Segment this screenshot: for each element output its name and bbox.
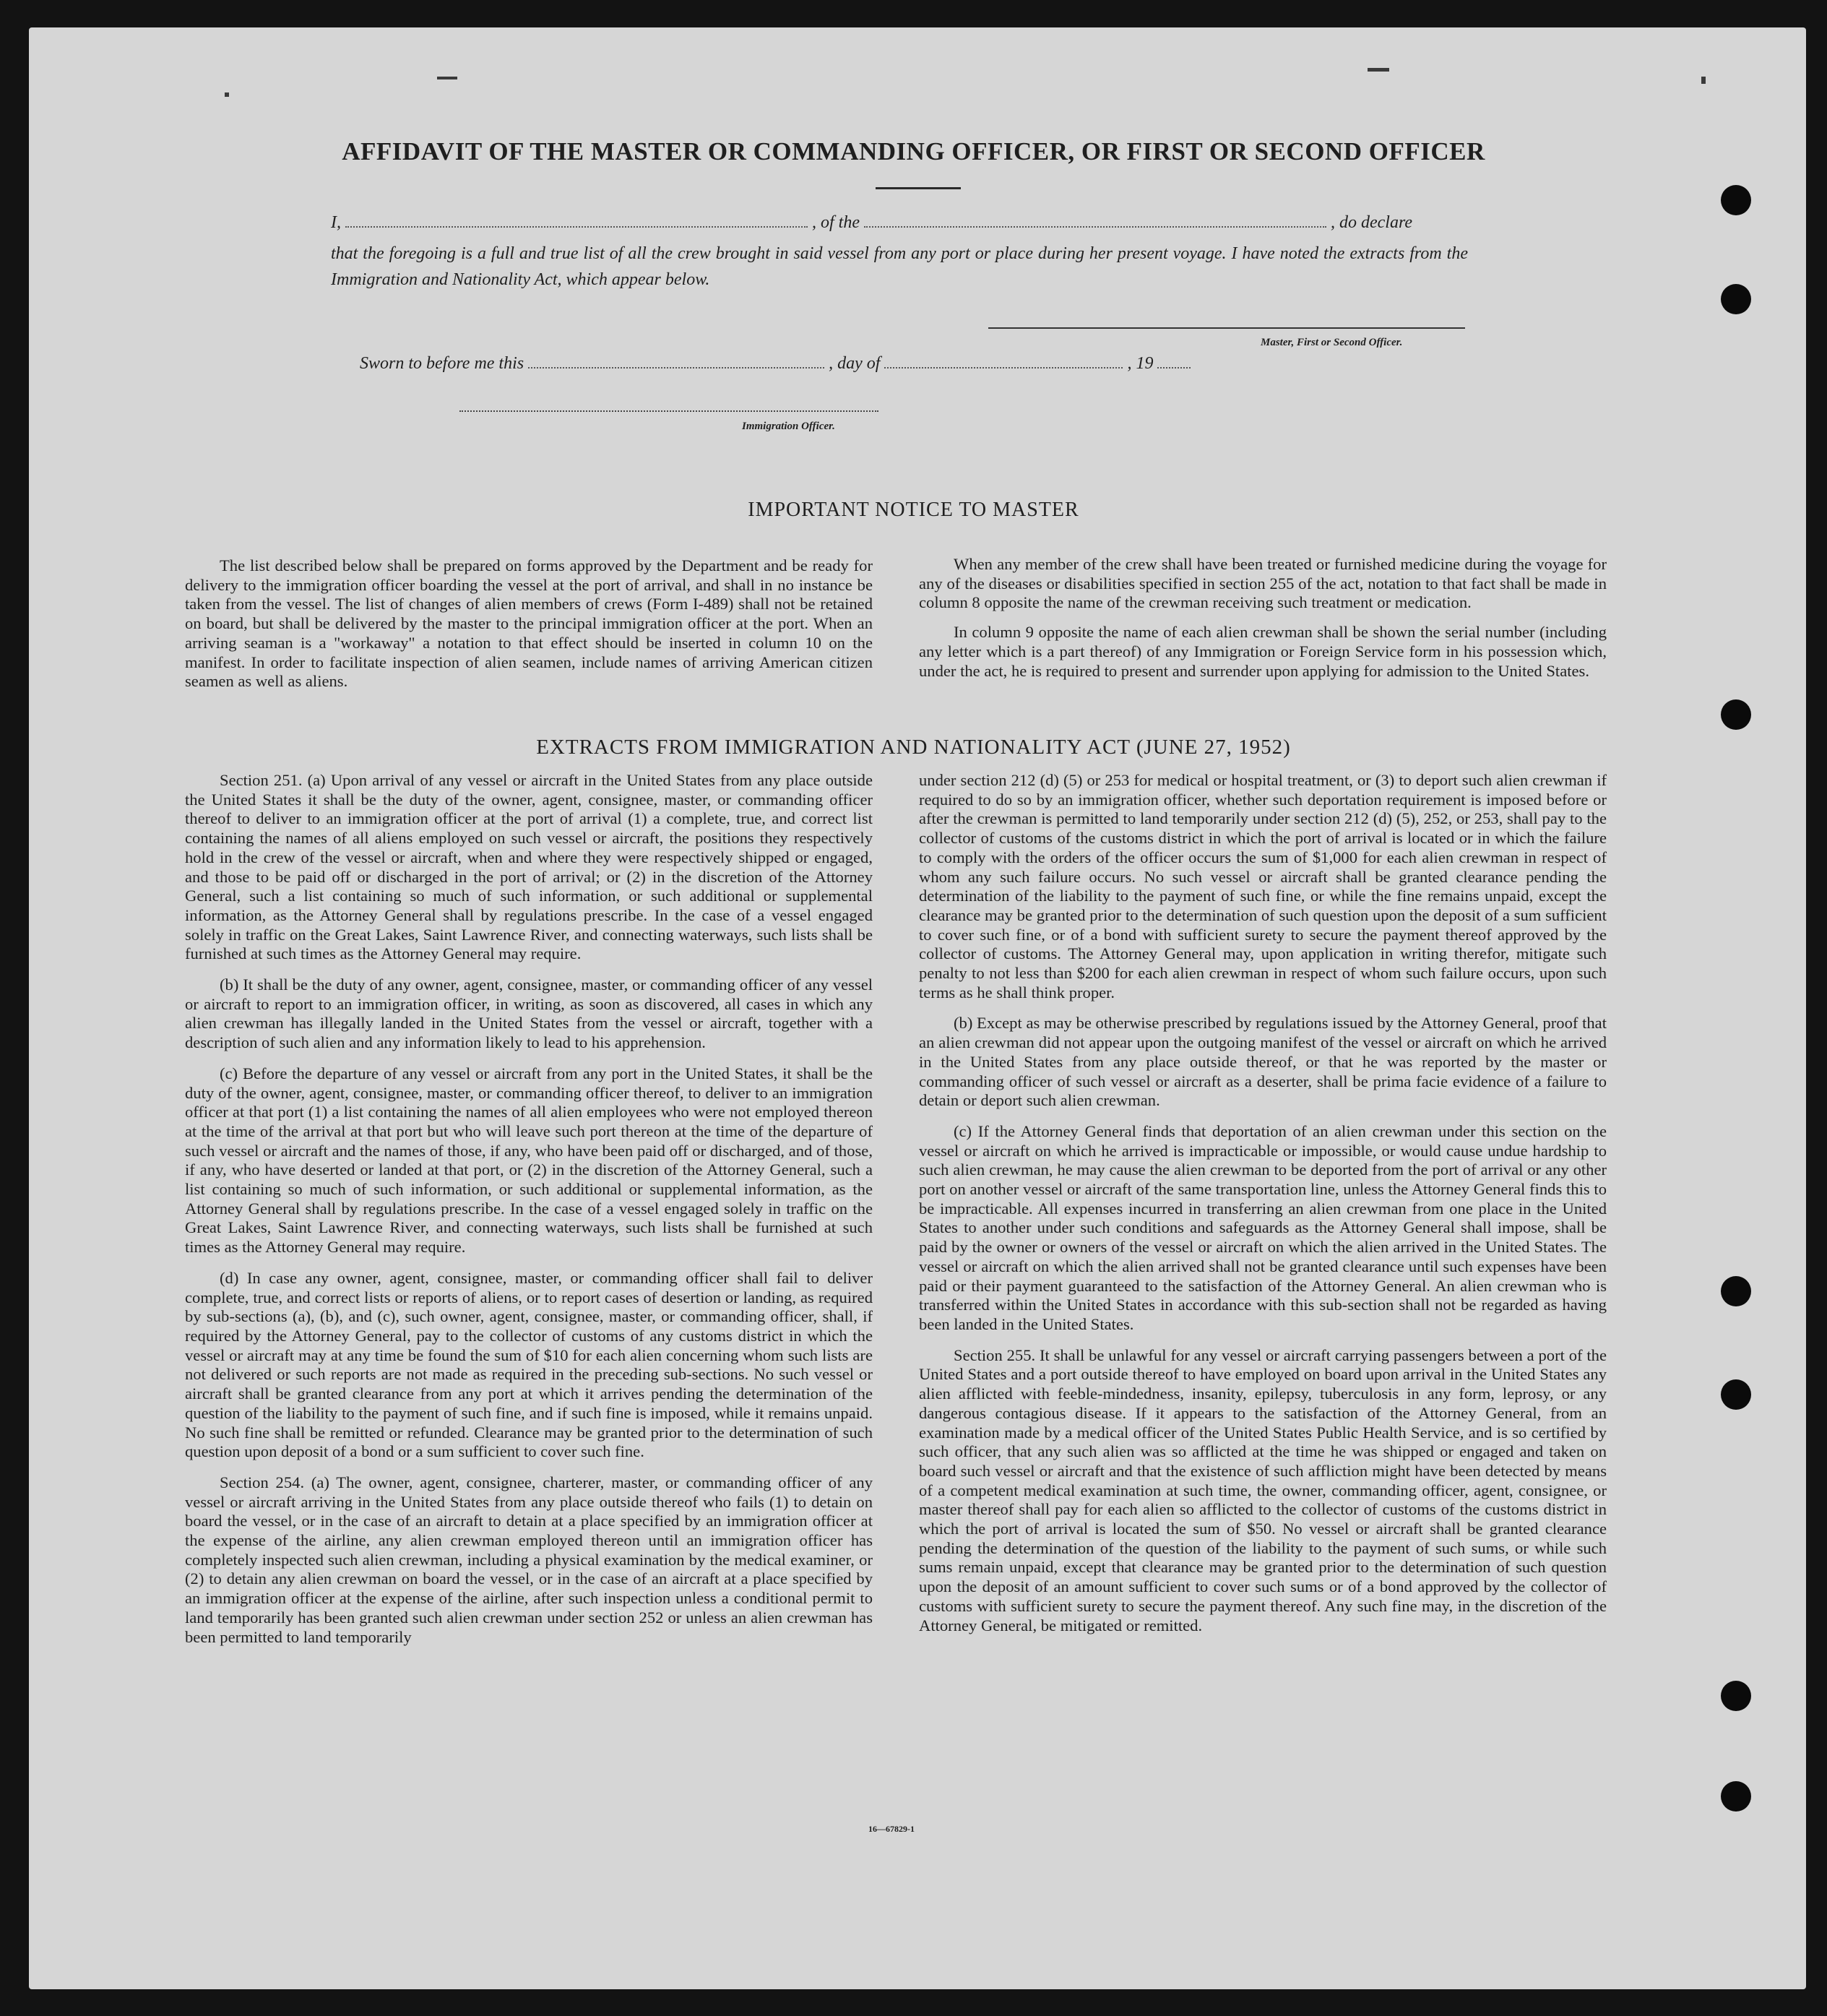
sworn-line [360, 354, 1191, 374]
sworn-year-label: , 19 [1127, 354, 1154, 373]
act-paragraph: (b) Except as may be otherwise prescribed by regulations issued by the Attorney General, proof that an alien crewman did not appear upon the outgoing manifest of the vessel or aircraft on which he arrived in the United States from any place outside thereof, or that he was reported by the master or commanding officer of such vessel or aircraft as a deserter, shall be prima facie evidence of a failure to detain or deport such alien crewman. [919, 1014, 1607, 1110]
name-blank[interactable] [345, 213, 808, 228]
title-underline [876, 187, 961, 189]
master-signature-line[interactable] [988, 327, 1465, 329]
declaration-do-declare-label: , do declare [1331, 213, 1413, 232]
extracts-heading: EXTRACTS FROM IMMIGRATION AND NATIONALITY ACT (JUNE 27, 1952) [536, 736, 1291, 759]
act-paragraph: Section 255. It shall be unlawful for any vessel or aircraft carrying passengers between a port of the United States and a port outside thereof to have employed on board upon arrival in the United States any alien afflicted with feeble-mindedness, insanity, epilepsy, tuberculosis in any form, leprosy, or any dangerous contagious disease. If it appears to the satisfaction of the Attorney General, from an examination made by a medical officer of the United States Public Health Service, and is so certified by such officer, that any such alien was so afflicted at the time he was shipped or engaged and taken on board such vessel or aircraft and that the existence of such affliction might have been detected by means of a competent medical examination at such time, the owner, commanding officer, agent, consignee, or master thereof shall pay for each alien so afflicted to the collector of customs of the customs district in which the port of arrival is located the sum of $50. No vessel or aircraft shall be granted clearance pending the determination of the question of the liability to the payment of such sums, or while such sums remain unpaid, except that clearance may be granted prior to the determination of such question upon the deposit of an amount sufficient to cover such sums or of a bond approved by the collector of customs with sufficient surety to secure the payment thereof. Any such fine may, in the discretion of the Attorney General, be mitigated or remitted. [919, 1345, 1607, 1634]
binder-hole [1721, 1681, 1751, 1711]
binder-hole [1721, 284, 1751, 314]
sworn-prefix-label: Sworn to before me this [360, 354, 524, 373]
notice-paragraph: The list described below shall be prepared on forms approved by the Department and be ready for delivery to the immigration officer boarding the vessel at the port of arrival, and shall in no instance be taken from the vessel. The list of changes of alien members of crews (Form I-489) shall not be retained on board, but shall be delivered by the master to the principal immigration officer at the port. When an arriving seaman is a "workaway" a notation to that effect should be inserted in column 10 on the manifest. In order to facilitate inspection of alien seamen, include names of arriving American citizen seamen as well as aliens. [185, 556, 873, 691]
act-paragraph: (d) In case any owner, agent, consignee, master, or commanding officer shall fail to deliver complete, true, and correct lists or reports of aliens, or to report cases of desertion or landing, as required by sub-sections (a), (b), and (c), such owner, agent, consignee, master, or commanding officer, shall, if required by the Attorney General, pay to the collector of customs of any customs district in which the vessel or aircraft may at any time be found the sum of $10 for each alien concerning whom such lists are not delivered or such reports are not made as required in the preceding sub-sections. No such vessel or aircraft shall be granted clearance from any port at which it arrives pending the determination of the question of the liability to the payment of such fine, and if such fine is imposed, while it remains unpaid. No such fine shall be remitted or refunded. Clearance may be granted prior to the determination of such question upon deposit of a bond or a sum sufficient to cover such fine. [185, 1268, 873, 1461]
act-paragraph: (c) If the Attorney General finds that deportation of an alien crewman under this section on the vessel or aircraft on which he arrived is impracticable or impossible, or would cause undue hardship to such alien crewman, he may cause the alien crewman to be deported from the port of arrival or any other port on another vessel or aircraft of the same transportation line, unless the Attorney General finds this to be impracticable. All expenses incurred in transferring an alien crewman from one place in the United States to another under such conditions and safeguards as the Attorney General shall impose, shall be paid by the owner or owners of the vessel or aircraft on which the alien arrived in the United States. The vessel or aircraft on which the alien arrived shall not be granted clearance until such expenses have been paid or their payment guaranteed to the satisfaction of the Attorney General. An alien crewman who is transferred within the United States in accordance with this sub-section shall not be regarded as having been landed in the United States. [919, 1121, 1607, 1333]
scan-mark [1368, 68, 1389, 72]
scan-mark [437, 77, 457, 79]
declaration-of-the-label: , of the [812, 213, 860, 232]
act-paragraph: Section 251. (a) Upon arrival of any vessel or aircraft in the United States from any place outside the United States it shall be the duty of the owner, agent, consignee, master, or commanding officer thereof to deliver to an immigration officer at the port of arrival (1) a complete, true, and correct list containing the names of all aliens employed on such vessel or aircraft, the positions they respectively hold in the crew of the vessel or aircraft, when and where they were respectively shipped or engaged, and those to be paid off or discharged in the port of arrival; or (2) in the discretion of the Attorney General, such a list containing so much of such information, or such additional or supplemental information, as the Attorney General shall by regulations prescribe. In the case of a vessel engaged solely in traffic on the Great Lakes, Saint Lawrence River, and connecting waterways, such lists shall be furnished at such times as the Attorney General may require. [185, 771, 873, 963]
form-code: 16—67829-1 [868, 1824, 915, 1834]
vessel-blank[interactable] [864, 213, 1326, 228]
sworn-day-of-label: , day of [829, 354, 881, 373]
binder-hole [1721, 185, 1751, 215]
scan-mark [225, 92, 229, 97]
act-paragraph: (c) Before the departure of any vessel or aircraft from any port in the United States, it shall be the duty of the owner, agent, consignee, master, or commanding officer thereof, to deliver to an immigration officer at that port (1) a list containing the names of all alien employees who were not employed thereon at the time of the arrival at that port but who will leave such port thereon at the time of the departure of such vessel or aircraft and the names of those, if any, who have been paid off or discharged, and of those, if any, who have deserted or landed at that port, or (2) in the discretion of the Attorney General, such a list containing so much of such information, or such additional or supplemental information, as the Attorney General shall by regulations prescribe. In the case of a vessel engaged solely in traffic on the Great Lakes, Saint Lawrence River, and connecting waterways, such lists shall be furnished at such times as the Attorney General may require. [185, 1064, 873, 1257]
extracts-right-column [919, 771, 1607, 1635]
declaration-line [331, 213, 1468, 233]
declaration-text: that the foregoing is a full and true list of all the crew brought in said vessel from any port or place during her present voyage. I have noted the extracts from the Immigration and Nationality Act, which appear below. [331, 244, 1468, 289]
act-paragraph: (b) It shall be the duty of any owner, agent, consignee, master, or commanding officer of any vessel or aircraft to report to an immigration officer, in writing, as soon as discovered, all cases in which any alien crewman has illegally landed in the United States from the vessel or aircraft, together with a description of such alien and any information likely to lead to his apprehension. [185, 975, 873, 1052]
notice-paragraph: When any member of the crew shall have been treated or furnished medicine during the voyage for any of the diseases or disabilities specified in section 255 of the act, notation to that fact shall be made in column 8 opposite the name of the crewman receiving such treatment or medication. [919, 555, 1607, 612]
affidavit-title: AFFIDAVIT OF THE MASTER OR COMMANDING OFFICER, OR FIRST OR SECOND OFFICER [342, 137, 1485, 165]
immigration-officer-caption: Immigration Officer. [742, 421, 835, 432]
binder-hole [1721, 1379, 1751, 1410]
extracts-left-column [185, 771, 873, 1647]
notice-right-column [919, 555, 1607, 681]
notice-left-column [185, 556, 873, 692]
notice-paragraph: In column 9 opposite the name of each alien crewman shall be shown the serial number (including any letter which is a part thereof) of any Immigration or Foreign Service form in his possession which, under the act, he is required to present and surrender upon applying for admission to the United States. [919, 623, 1607, 680]
declaration-i-label: I, [331, 213, 341, 232]
sworn-year-blank[interactable] [1157, 354, 1191, 369]
binder-hole [1721, 699, 1751, 730]
act-paragraph: Section 254. (a) The owner, agent, consignee, charterer, master, or commanding officer of any vessel or aircraft arriving in the United States from any place outside thereof who fails (1) to detain on board the vessel, or in the case of an aircraft to detain at a place specified by an immigration officer at the expense of the airline, any alien crewman employed thereon until an immigration officer has completely inspected such alien crewman, including a physical examination by the medical examiner, or (2) to detain any alien crewman on board the vessel, or in the case of an aircraft at a place specified by an immigration officer at the expense of the airline, after such inspection unless a conditional permit to land temporarily has been granted such alien crewman under section 252 or unless an alien crewman has been permitted to land temporarily [185, 1473, 873, 1646]
master-signature-caption: Master, First or Second Officer. [1261, 337, 1403, 348]
binder-hole [1721, 1276, 1751, 1306]
notice-heading: IMPORTANT NOTICE TO MASTER [748, 499, 1079, 521]
binder-hole [1721, 1781, 1751, 1812]
sworn-day-blank[interactable] [528, 354, 824, 369]
sworn-month-blank[interactable] [884, 354, 1123, 369]
immigration-officer-signature-line[interactable] [459, 410, 878, 412]
scan-mark [1701, 77, 1706, 84]
act-paragraph: under section 212 (d) (5) or 253 for medical or hospital treatment, or (3) to deport such alien crewman if required to do so by an immigration officer, whether such deportation requirement is imposed before or after the crewman is permitted to land temporarily under section 212 (d) (5), 252, or 253, shall pay to the collector of customs of the customs district in which the port of arrival is located or in which the failure to comply with the orders of the officer occurs the sum of $1,000 for each alien crewman in respect of whom any such failure occurs. No such vessel or aircraft shall be granted clearance pending the determination of the liability to the payment of such fine, or while the fine remains unpaid, except the clearance may be granted prior to the determination of such question upon the deposit of a sum sufficient to cover such fine, or of a bond with sufficient surety to secure the payment thereof approved by the collector of customs. The Attorney General may, upon application in writing therefor, mitigate such penalty to not less than $200 for each alien crewman in respect of whom such failure occurs, upon such terms as he shall think proper. [919, 771, 1607, 1001]
